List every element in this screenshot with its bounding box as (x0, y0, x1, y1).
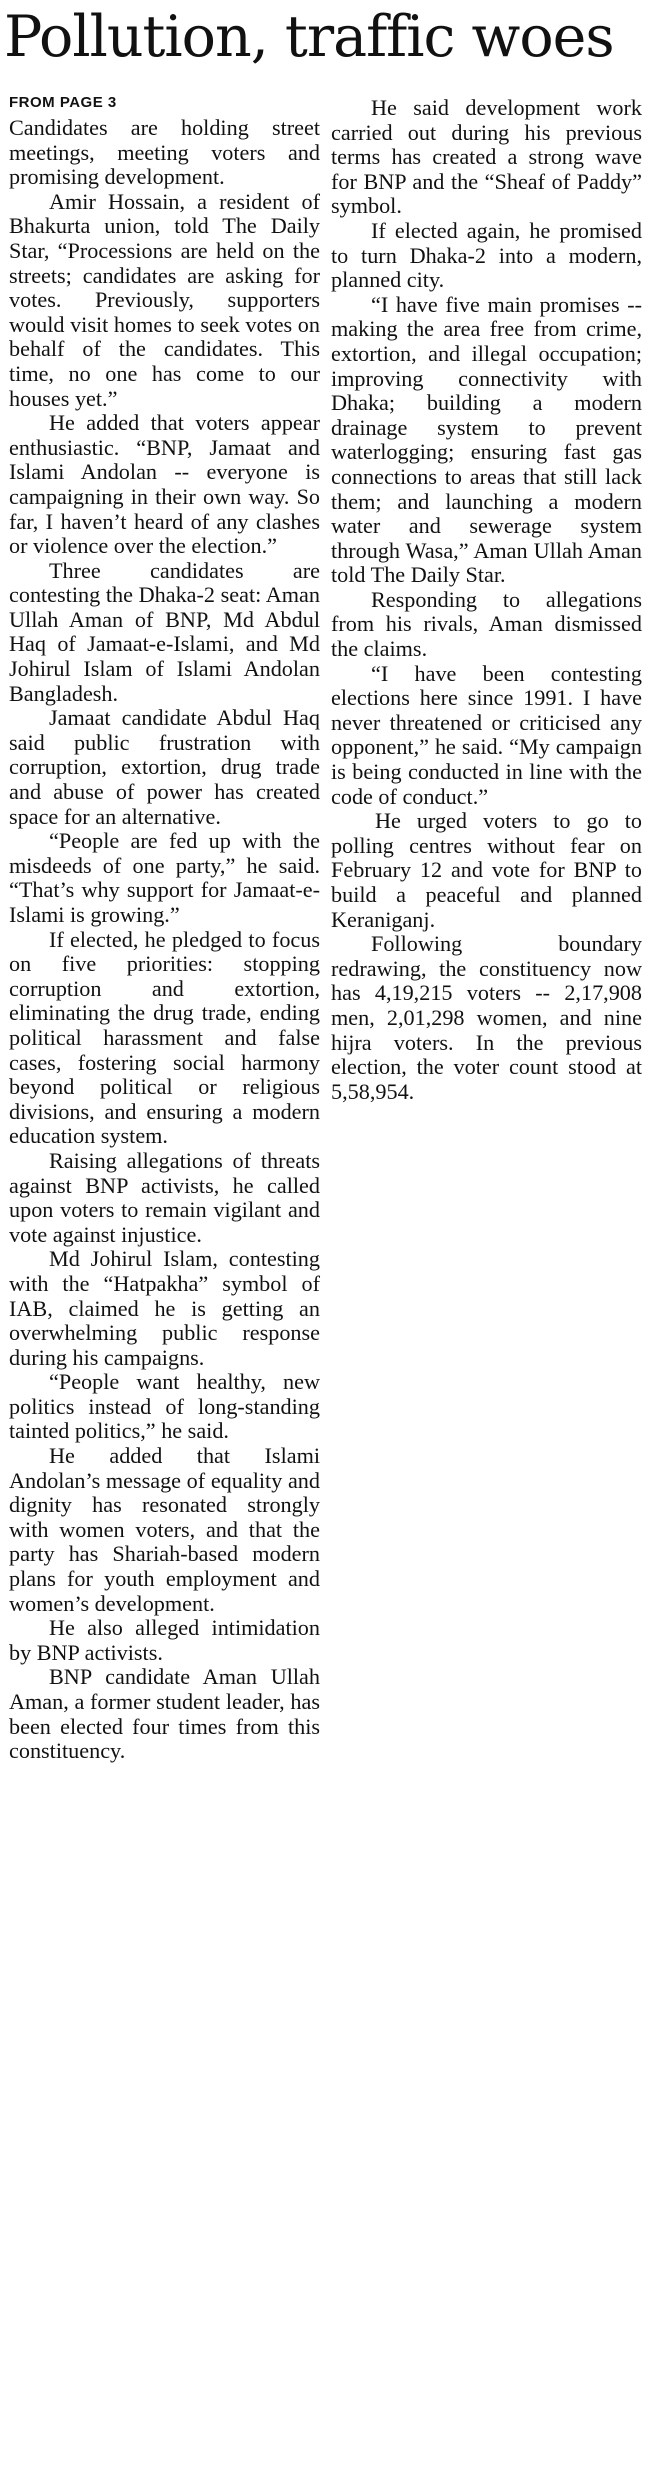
paragraph: He also alleged intimidation by BNP activists. (9, 1615, 320, 1665)
paragraph: “People want healthy, new politics instead of long-standing tainted politics,” he said. (9, 1369, 320, 1444)
paragraph: Candidates are holding street meetings, meeting voters and promising development. (9, 115, 320, 190)
article-column-left (9, 116, 320, 1764)
paragraph: He added that Islami Andolan’s message of equality and dignity has resonated strongly with women voters, and that the party has Shariah-based modern plans for youth employment and women’s development. (9, 1443, 320, 1616)
paragraph: If elected again, he promised to turn Dhaka-2 into a modern, planned city. (331, 217, 642, 293)
paragraph: “I have five main promises -- making the area free from crime, extortion, and illegal occupation; improving connectivity with Dhaka; building a modern drainage system to prevent waterlogging; ensuring fast gas connections to areas that still lack them; and launching a modern water and sewerage system through Wasa,” Aman Ullah Aman told The Daily Star. (331, 291, 642, 588)
paragraph: Raising allegations of threats against BNP activists, he called upon voters to remain vigilant and vote against injustice. (9, 1147, 320, 1247)
paragraph: Jamaat candidate Abdul Haq said public frustration with corruption, extortion, drug trade and abuse of power has created space for an alternative. (9, 705, 320, 829)
paragraph: He added that voters appear enthusiastic. “BNP, Jamaat and Islami Andolan -- everyone is campaigning in their own way. So far, I haven’t heard of any clashes or violence over the election.” (9, 410, 320, 559)
paragraph: Three candidates are contesting the Dhaka-2 seat: Aman Ullah Aman of BNP, Md Abdul Haq of Jamaat-e-Islami, and Md Johirul Islam of Islami Andolan Bangladesh. (9, 557, 320, 706)
paragraph: “I have been contesting elections here since 1991. I have never threatened or criticised any opponent,” he said. “My campaign is being conducted in line with the code of conduct.” (331, 660, 642, 809)
paragraph: Md Johirul Islam, contesting with the “Hatpakha” symbol of IAB, claimed he is getting an overwhelming public response during his campaigns. (9, 1246, 320, 1370)
paragraph: “People are fed up with the misdeeds of one party,” he said. “That’s why support for Jamaat-e-Islami is growing.” (9, 828, 320, 927)
paragraph: He said development work carried out during his previous terms has created a strong wave for BNP and the “Sheaf of Paddy” symbol. (331, 95, 642, 219)
paragraph: Following boundary redrawing, the constituency now has 4,19,215 voters -- 2,17,908 men, 2,01,298 women, and nine hijra voters. In the previous election, the voter count stood at 5,58,954. (331, 931, 642, 1104)
dateline: FROM PAGE 3 (9, 94, 117, 111)
paragraph: He urged voters to go to polling centres without fear on February 12 and vote for BNP to build a peaceful and planned Keraniganj. (331, 808, 642, 932)
article-headline: Pollution, traffic woes (4, 4, 614, 70)
paragraph: Responding to allegations from his rivals, Aman dismissed the claims. (331, 586, 642, 662)
article-column-right (331, 96, 642, 1104)
paragraph: BNP candidate Aman Ullah Aman, a former student leader, has been elected four times from this constituency. (9, 1664, 320, 1764)
paragraph: If elected, he pledged to focus on five priorities: stopping corruption and extortion, eliminating the drug trade, ending political harassment and false cases, fostering social harmony beyond political or religious divisions, and ensuring a modern education system. (9, 926, 320, 1149)
paragraph: Amir Hossain, a resident of Bhakurta union, told The Daily Star, “Processions are held on the streets; candidates are asking for votes. Previously, supporters would visit homes to seek votes on behalf of the candidates. This time, no one has come to our houses yet.” (9, 188, 320, 411)
